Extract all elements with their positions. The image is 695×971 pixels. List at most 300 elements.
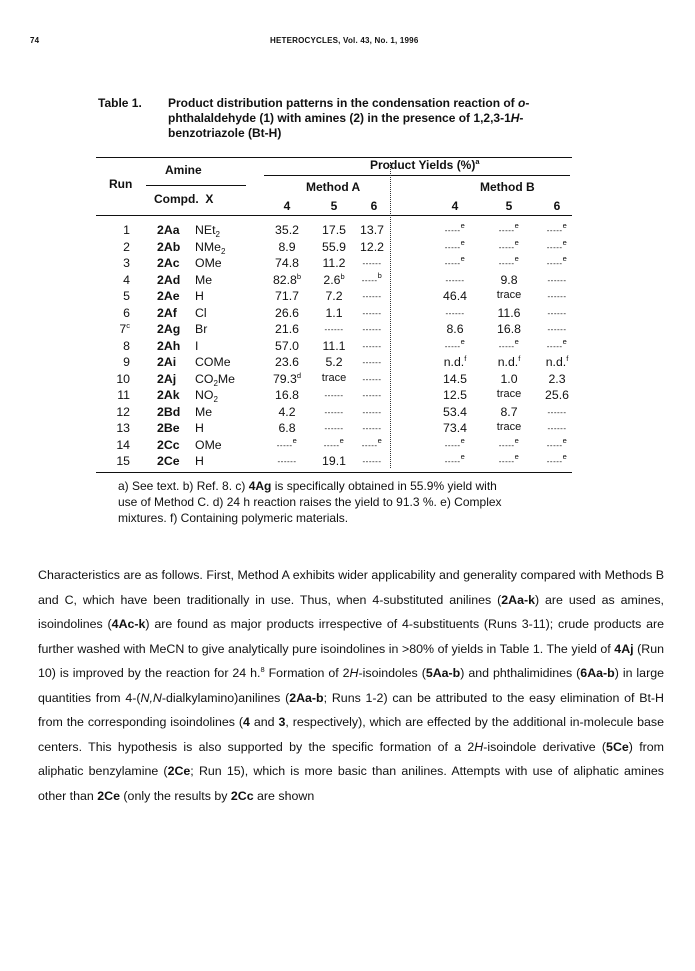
compound-code: 2Ce — [157, 454, 180, 468]
yield-footnote-mark: e — [339, 435, 345, 445]
yield-b6 — [548, 309, 567, 318]
yield-a5 — [325, 355, 342, 369]
yield-value: trace — [496, 289, 522, 301]
yield-b5 — [497, 388, 521, 400]
yield-a6 — [360, 240, 384, 254]
substituent-text: Me — [195, 404, 213, 419]
yield-value: ------ — [362, 407, 382, 417]
yield-a5 — [323, 435, 345, 450]
substituent-subscript: 2 — [213, 395, 218, 404]
yield-value: ------ — [445, 308, 465, 318]
yield-b6 — [548, 408, 567, 417]
compound-code: 2Aa — [157, 223, 180, 237]
yield-footnote-mark: e — [460, 435, 466, 445]
yield-value: ------ — [547, 325, 567, 334]
yield-a6 — [363, 375, 382, 384]
run-footnote-mark: c — [126, 321, 130, 330]
yield-value: ------ — [362, 374, 382, 384]
yield-a5 — [322, 339, 345, 353]
yield-value: 1.1 — [325, 305, 343, 320]
col-header-a4: 4 — [283, 199, 291, 213]
yield-footnote-mark: e — [562, 237, 568, 247]
yield-footnote-mark: e — [514, 336, 520, 346]
run-number — [108, 438, 130, 452]
substituent-text: CO — [195, 371, 214, 386]
yield-value: 13.7 — [360, 223, 384, 237]
yield-footnote-mark: e — [562, 221, 568, 230]
col-header-a6: 6 — [370, 199, 378, 213]
yield-b4 — [444, 237, 466, 252]
yield-b5 — [498, 254, 520, 268]
yield-value: 11.6 — [497, 305, 521, 320]
yield-b5 — [498, 452, 520, 466]
yield-a6 — [363, 325, 382, 334]
substituent-text: NO — [195, 388, 214, 402]
compound-code: 2Cc — [157, 437, 180, 452]
run-number — [108, 240, 130, 254]
yield-b5 — [500, 372, 517, 386]
run-value: 11 — [117, 388, 130, 402]
yield-value: 46.4 — [443, 289, 467, 303]
substituent-x — [195, 223, 220, 237]
yield-footnote-mark: e — [292, 435, 298, 445]
yield-value: 8.9 — [278, 239, 296, 254]
run-number — [108, 306, 130, 320]
yield-a5 — [322, 454, 346, 468]
yield-value: ------ — [547, 424, 567, 433]
yield-b5 — [497, 421, 521, 433]
yield-value: ------ — [324, 325, 344, 334]
col-header-run: Run — [109, 177, 133, 191]
col-header-product-yields: Product Yields (%)$^a$ — [370, 157, 480, 172]
table-row — [0, 306, 695, 321]
yield-value: 73.4 — [443, 421, 467, 435]
table-header-rule — [96, 215, 572, 216]
amine-header-rule — [146, 185, 246, 186]
yield-a5 — [322, 372, 346, 384]
compound-code: 2Be — [157, 421, 180, 435]
yield-value: ----- — [546, 259, 563, 268]
yield-b6 — [546, 435, 568, 450]
yield-b4 — [446, 322, 463, 336]
substituent-x — [195, 438, 222, 452]
yield-b5 — [498, 336, 520, 351]
yield-value: ------ — [362, 358, 382, 367]
substituent-text: OMe — [195, 256, 222, 270]
page-number: 74 — [30, 36, 40, 45]
compound-code: 2Af — [157, 305, 177, 320]
yield-footnote-mark: e — [562, 336, 568, 346]
substituent-text: Cl — [195, 305, 207, 320]
yield-value: ------ — [324, 424, 344, 433]
run-value: 6 — [123, 305, 130, 320]
product-header-rule — [264, 175, 570, 176]
yield-value: 14.5 — [443, 371, 467, 386]
table-row — [0, 435, 695, 453]
yield-value: trace — [321, 371, 347, 384]
yield-b6 — [548, 292, 567, 301]
substituent-subscript: 2 — [215, 230, 220, 239]
yield-footnote-mark: e — [460, 221, 466, 230]
yield-value: trace — [496, 421, 522, 433]
footnote-line: use of Method C. d) 24 h reaction raises the yield to 91.3 %. e) Complex — [118, 495, 502, 509]
yield-footnote-mark: e — [562, 435, 568, 445]
yield-footnote-mark: f — [518, 354, 521, 363]
substituent-x — [195, 306, 207, 320]
yield-footnote-mark: e — [562, 254, 568, 263]
yield-a6 — [363, 259, 382, 268]
yield-value: ------ — [324, 407, 344, 417]
yield-value: ------ — [547, 308, 567, 318]
yield-value: 55.9 — [322, 239, 346, 254]
yield-value: n.d. — [545, 355, 567, 369]
substituent-text: H — [195, 454, 204, 468]
table-row — [0, 336, 695, 354]
col-header-amine: Amine — [165, 163, 202, 177]
yield-a4 — [275, 289, 299, 303]
yield-a6 — [363, 309, 382, 318]
yield-footnote-mark: f — [464, 354, 467, 363]
yield-value: 16.8 — [275, 388, 299, 402]
compound-code: 2Bd — [157, 404, 181, 419]
yield-value: 12.5 — [443, 388, 467, 402]
yield-footnote-mark: e — [460, 237, 466, 247]
yield-b6 — [548, 276, 567, 285]
yield-b4 — [444, 435, 466, 450]
yield-a4 — [275, 339, 299, 353]
run-value: 7 — [119, 322, 127, 336]
yield-value: 11.1 — [322, 338, 346, 353]
run-number — [108, 421, 130, 435]
yield-a4 — [275, 322, 299, 336]
col-header-method-a: Method A — [306, 180, 361, 194]
yield-value: 7.2 — [325, 289, 343, 303]
yield-value: 79.3 — [272, 371, 297, 386]
yield-a4 — [275, 256, 299, 270]
substituent-text: I — [195, 338, 199, 353]
yield-a4 — [275, 388, 299, 402]
yield-value: ----- — [546, 341, 563, 351]
yield-a4 — [275, 306, 299, 320]
substituent-subscript: 2 — [213, 378, 218, 388]
col-header-method-b: Method B — [480, 180, 535, 194]
run-value: 9 — [123, 355, 130, 369]
run-number — [108, 405, 130, 419]
yield-value: 19.1 — [322, 454, 346, 468]
compound-code: 2Ah — [157, 338, 181, 353]
yield-footnote-mark: e — [514, 237, 520, 247]
yield-footnote-mark: e — [514, 221, 520, 230]
yield-a4 — [273, 273, 301, 287]
yield-b5 — [498, 237, 520, 252]
yield-value: n.d. — [497, 355, 519, 369]
yield-value: ------ — [277, 457, 297, 466]
run-value: 1 — [123, 223, 130, 237]
yield-footnote-mark: e — [514, 452, 520, 461]
compound-code: 2Ak — [157, 388, 180, 402]
yield-value: ------ — [324, 391, 344, 400]
table-row — [0, 355, 695, 370]
yield-value: 53.4 — [443, 404, 467, 419]
yield-value: ----- — [498, 457, 515, 466]
substituent-tail: Me — [217, 371, 235, 386]
table-row — [0, 270, 695, 288]
yield-a5 — [325, 289, 342, 303]
yield-value: 5.2 — [325, 355, 343, 369]
substituent-x — [195, 289, 204, 303]
yield-value: 21.6 — [275, 322, 299, 336]
yield-b6 — [548, 325, 567, 334]
yield-a5 — [325, 306, 342, 320]
yield-value: 12.2 — [360, 239, 384, 254]
yield-a4 — [275, 355, 299, 369]
yield-value: ----- — [546, 226, 563, 235]
yield-a5 — [322, 240, 346, 254]
table-row — [0, 322, 695, 337]
yield-a5 — [323, 273, 344, 287]
yield-footnote-mark: e — [460, 336, 466, 346]
yield-b4 — [444, 221, 466, 235]
yield-a5 — [325, 408, 344, 417]
yield-b4 — [444, 355, 467, 369]
yield-value: ------ — [362, 325, 382, 334]
yield-value: ----- — [498, 341, 515, 351]
yield-value: ------ — [547, 292, 567, 301]
yield-value: ----- — [444, 457, 461, 466]
substituent-x — [195, 256, 222, 270]
yield-value: 6.8 — [278, 421, 296, 435]
yield-value: 74.8 — [275, 256, 299, 270]
yield-footnote-mark: e — [377, 435, 383, 445]
table-row — [0, 405, 695, 420]
yield-a6 — [363, 424, 382, 433]
yield-value: 82.8 — [272, 272, 297, 287]
yield-b4 — [443, 405, 467, 419]
yield-value: 57.0 — [275, 338, 299, 353]
yield-b5 — [500, 405, 517, 419]
yield-a5 — [325, 325, 344, 334]
yield-a6 — [360, 223, 384, 237]
col-header-compd: Compd. X — [154, 192, 214, 206]
run-number — [108, 454, 130, 468]
footnote-line: a) See text. b) Ref. 8. c) 4Ag is specifically obtained in 55.9% yield with — [118, 479, 497, 493]
yield-footnote-mark: e — [514, 254, 520, 263]
yield-value: ----- — [498, 226, 515, 235]
yield-footnote-mark: f — [566, 354, 569, 363]
yield-value: ------ — [547, 407, 567, 417]
yield-footnote-mark: e — [460, 254, 466, 263]
run-value: 13 — [116, 421, 130, 435]
run-number — [108, 372, 130, 386]
substituent-x — [195, 388, 218, 402]
table-row — [0, 372, 695, 387]
yield-b5 — [497, 322, 521, 336]
yield-footnote-mark: b — [340, 271, 345, 281]
yield-value: 2.6 — [323, 272, 341, 287]
substituent-subscript: 2 — [220, 246, 226, 256]
table-row — [0, 388, 695, 403]
yield-value: 26.6 — [275, 305, 299, 320]
yield-a4 — [278, 457, 297, 466]
yield-value: ------ — [362, 308, 382, 318]
yield-a5 — [322, 256, 345, 270]
yield-value: ------ — [362, 292, 382, 301]
yield-value: ----- — [444, 226, 461, 235]
yield-a4 — [273, 372, 301, 386]
substituent-x — [195, 240, 225, 254]
table-row — [0, 454, 695, 469]
yield-value: 8.7 — [500, 404, 518, 419]
compound-code: 2Aj — [157, 371, 177, 386]
table-row — [0, 223, 695, 238]
table-title: Product distribution patterns in the condensation reaction of o-phthalaldehyde (1) with amines (2) in the presence of 1,2,3-1H-benzotriazole (Bt-H) — [168, 96, 530, 140]
yield-value: ------ — [362, 259, 382, 268]
col-header-b5: 5 — [505, 199, 513, 213]
yield-value: ------ — [547, 275, 567, 285]
yield-b4 — [444, 254, 466, 268]
yield-value: ------ — [362, 341, 382, 351]
yield-b4 — [443, 372, 467, 386]
yield-value: ----- — [498, 440, 515, 450]
yield-a4 — [278, 405, 295, 419]
substituent-x — [195, 454, 204, 468]
yield-b5 — [498, 435, 520, 450]
yield-b6 — [546, 452, 568, 466]
table-row — [0, 289, 695, 304]
yield-b6 — [546, 355, 569, 369]
yield-footnote-mark: e — [460, 452, 466, 461]
footnote-line: mixtures. f) Containing polymeric materials. — [118, 511, 349, 525]
yield-value: ----- — [498, 242, 515, 252]
yield-b4 — [443, 289, 467, 303]
yield-value: ----- — [444, 341, 461, 351]
yield-value: 35.2 — [275, 223, 299, 237]
run-value: 12 — [116, 404, 130, 419]
yield-value: ----- — [546, 457, 563, 466]
run-value: 5 — [123, 289, 130, 303]
yield-value: 25.6 — [545, 388, 569, 402]
substituent-text: Me — [195, 272, 213, 287]
yield-footnote-mark: b — [296, 271, 302, 281]
yield-b4 — [446, 276, 465, 285]
yield-b6 — [546, 254, 568, 268]
run-value: 3 — [123, 256, 130, 270]
yield-a6 — [361, 435, 383, 450]
yield-b6 — [546, 221, 568, 235]
yield-a5 — [325, 391, 344, 400]
substituent-text: NEt — [195, 223, 216, 237]
yield-value: ----- — [276, 440, 293, 450]
substituent-text: OMe — [195, 437, 222, 452]
run-number — [108, 289, 130, 303]
substituent-x — [195, 421, 204, 435]
yield-value: ----- — [361, 275, 378, 285]
yield-a6 — [363, 391, 382, 400]
substituent-x — [195, 322, 207, 336]
yield-a4 — [275, 223, 299, 237]
yield-footnote-mark: e — [562, 452, 568, 461]
body-paragraph: Characteristics are as follows. First, Method A exhibits wider applicability and generality compared with Methods B and C, which have been traditionally in use. Thus, when 4-substituted anilines (2Aa-k) are used as amines, isoindolines (4Ac-k) are found as major products irrespective of 4-substituents (Runs 3-11); crude products are further washed with MeCN to give analytically pure isoindolines in >80% of yields in Table 1. The yield of 4Aj (Run 10) is improved by the reaction for 24 h.$^8$ Formation of 2H-isoindoles (5Aa-b) and phthalimidines (6Aa-b) in large quantities from 4-(N,N-dialkylamino)anilines (2Aa-b; Runs 1-2) can be attributed to the easy elimination of Bt-H from the corresponding isoindolines (4 and 3, respectively), which are effected by the additional in-molecule base centers. This hypothesis is also supported by the specific formation of a 2H-isoindole derivative (5Ce) from aliphatic benzylamine (2Ce; Run 15), which is more basic than anilines. Attempts with use of aliphatic amines other than 2Ce (only the results by 2Cc are shown — [38, 568, 664, 803]
table-footnotes — [118, 478, 568, 526]
yield-b5 — [498, 221, 520, 235]
yield-value: ------ — [445, 275, 465, 285]
run-number — [108, 355, 130, 369]
table-row — [0, 256, 695, 271]
yield-value: trace — [496, 388, 522, 400]
substituent-x — [195, 372, 235, 386]
compound-code: 2Ab — [157, 239, 181, 254]
yield-a4 — [278, 421, 295, 435]
yield-a4 — [278, 240, 295, 254]
yield-value: 1.0 — [500, 371, 518, 386]
yield-value: ----- — [444, 242, 461, 252]
run-value: 14 — [116, 437, 130, 452]
yield-a4 — [276, 435, 298, 450]
yield-value: 71.7 — [275, 289, 299, 303]
run-number — [108, 256, 130, 270]
run-number — [108, 322, 130, 336]
yield-a6 — [363, 408, 382, 417]
substituent-text: Br — [195, 322, 208, 336]
substituent-x — [195, 273, 212, 287]
yield-b6 — [546, 237, 568, 252]
run-number — [108, 388, 130, 402]
yield-b4 — [446, 309, 465, 318]
yield-value: n.d. — [443, 355, 465, 369]
run-value: 4 — [123, 272, 130, 287]
yield-b4 — [443, 388, 467, 402]
compound-code: 2Ad — [157, 272, 181, 287]
yield-b4 — [444, 452, 466, 466]
yield-footnote-mark: b — [377, 270, 383, 280]
substituent-x — [195, 355, 231, 369]
yield-value: 8.6 — [446, 322, 464, 336]
compound-code: 2Ac — [157, 256, 180, 270]
yield-b5 — [498, 355, 521, 369]
run-value: 15 — [116, 454, 130, 468]
substituent-text: COMe — [195, 355, 231, 369]
col-header-b6: 6 — [553, 199, 561, 213]
yield-a6 — [363, 292, 382, 301]
yield-value: ------ — [362, 391, 382, 400]
yield-value: 23.6 — [275, 355, 299, 369]
yield-value: ------ — [362, 457, 382, 466]
col-header-a5: 5 — [330, 199, 338, 213]
table-row — [0, 237, 695, 256]
yield-value: 9.8 — [500, 272, 518, 287]
yield-value: 4.2 — [278, 404, 296, 419]
yield-value: ----- — [546, 440, 563, 450]
yield-value: 11.2 — [322, 256, 346, 270]
col-header-b4: 4 — [451, 199, 459, 213]
yield-value: ----- — [546, 242, 563, 252]
yield-b5 — [500, 273, 517, 287]
yield-a5 — [322, 223, 346, 237]
journal-citation: HETEROCYCLES, Vol. 43, No. 1, 1996 — [270, 36, 419, 45]
yield-value: 17.5 — [322, 223, 346, 237]
yield-value: ----- — [444, 259, 461, 268]
yield-b5 — [497, 306, 520, 320]
yield-a6 — [363, 457, 382, 466]
table-bottom-rule — [96, 472, 572, 473]
yield-footnote-mark: e — [514, 435, 520, 445]
substituent-text: NMe — [195, 239, 221, 254]
yield-footnote-mark: d — [296, 370, 302, 380]
table-top-rule — [96, 157, 572, 158]
substituent-x — [195, 405, 212, 419]
yield-b6 — [545, 388, 569, 402]
run-number — [108, 273, 130, 287]
